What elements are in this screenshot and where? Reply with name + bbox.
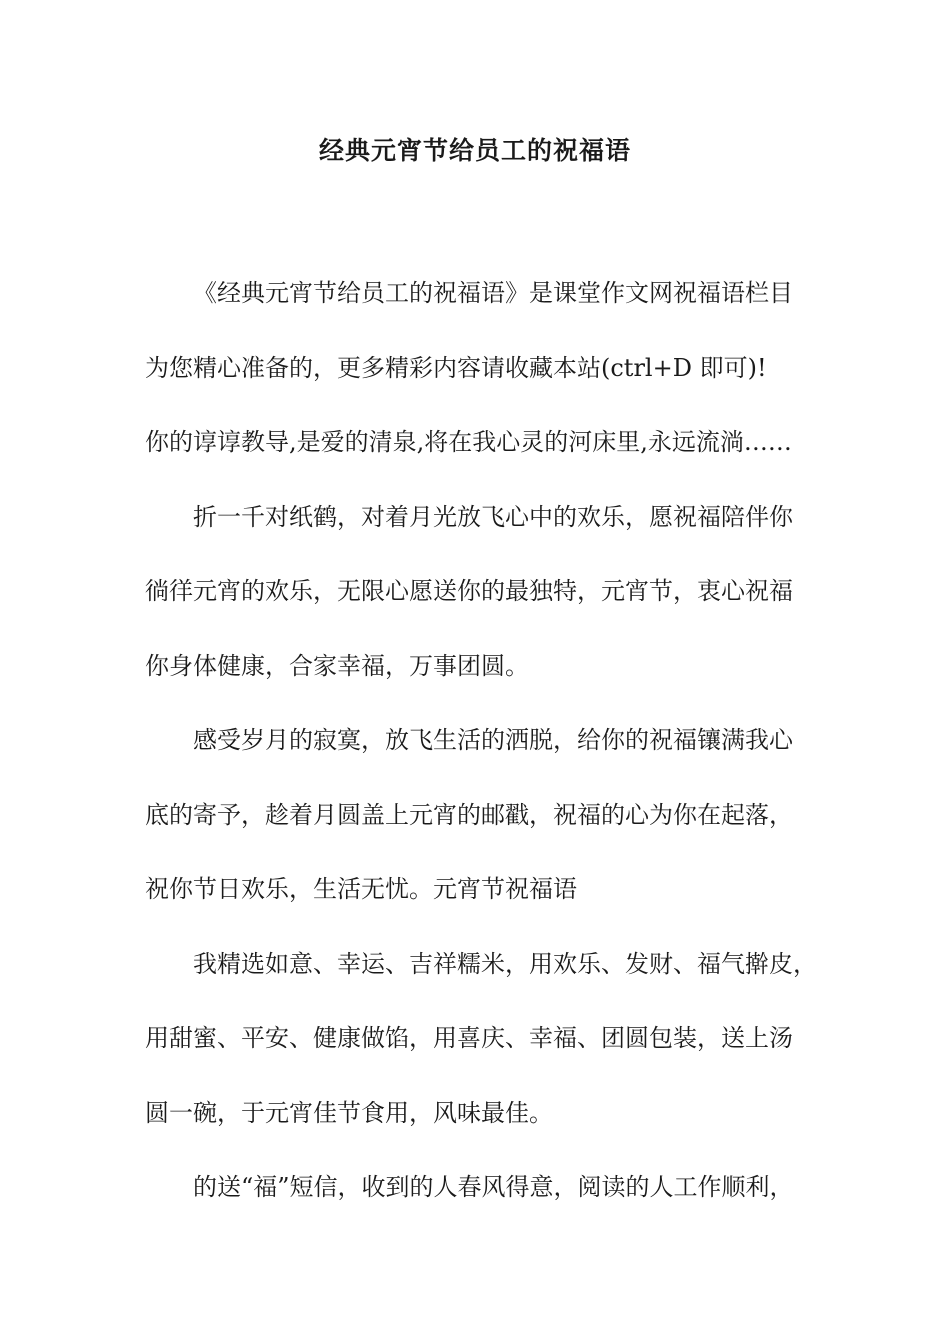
document-title: 经典元宵节给员工的祝福语 — [318, 136, 631, 165]
text-line: 你的谆谆教导,是爱的清泉,将在我心灵的河床里,永远流淌…… — [145, 428, 792, 456]
text-line: 为您精心准备的，更多精彩内容请收藏本站(ctrl+D 即可)! — [145, 353, 767, 382]
paragraph-blessing-1 — [145, 480, 805, 704]
document-body — [145, 256, 817, 1225]
paragraph-blessing-2 — [145, 703, 805, 927]
text-line: 徜徉元宵的欢乐，无限心愿送你的最独特，元宵节，衷心祝福 — [145, 577, 793, 605]
paragraph-intro — [145, 256, 805, 480]
text-line: 折一千对纸鹤，对着月光放飞心中的欢乐，愿祝福陪伴你 — [193, 502, 793, 531]
text-line: 《经典元宵节给员工的祝福语》是课堂作文网祝福语栏目 — [193, 279, 793, 307]
text-line: 的送“福”短信，收到的人春风得意，阅读的人工作顺利， — [193, 1173, 794, 1201]
text-line: 圆一碗，于元宵佳节食用，风味最佳。 — [145, 1098, 553, 1127]
text-line: 底的寄予，趁着月圆盖上元宵的邮戳，祝福的心为你在起落， — [145, 800, 793, 829]
paragraph-blessing-4 — [145, 1150, 805, 1225]
text-line: 祝你节日欢乐，生活无忧。元宵节祝福语 — [145, 875, 577, 903]
paragraph-blessing-3 — [145, 927, 817, 1151]
text-line: 你身体健康，合家幸福，万事团圆。 — [145, 651, 529, 680]
text-line: 我精选如意、幸运、吉祥糯米，用欢乐、发财、福气擀皮， — [193, 949, 817, 978]
text-line: 用甜蜜、平安、健康做馅，用喜庆、幸福、团圆包装，送上汤 — [145, 1024, 793, 1052]
text-line: 感受岁月的寂寞，放飞生活的洒脱，给你的祝福镶满我心 — [193, 726, 793, 754]
